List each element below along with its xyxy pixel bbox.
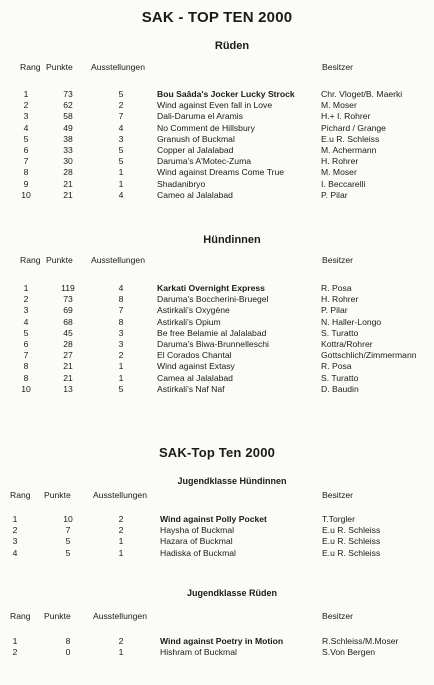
rang-cell: 4 [23,122,29,133]
rang-cell: 2 [12,525,18,536]
punkte-cell: 28 [63,167,73,178]
rang-cell: 2 [23,294,29,305]
dog-name-cell: Dali-Daruma el Aramis [157,111,243,122]
col-rang-header: Rang [20,62,41,72]
ausstellungen-cell: 1 [118,167,124,178]
dog-name-cell: Wind against Even fall in Love [157,100,273,111]
owner-cell: E.u R. Schleiss [322,536,381,547]
dog-name-cell: Daruma's Biwa-Brunnelleschi [157,339,269,349]
ausstellungen-cell: 3 [118,133,124,144]
owner-cell: H. Rohrer [321,156,359,167]
column-header-row [0,62,434,74]
col-besitzer-header: Besitzer [322,490,354,500]
owner-cell: P. Pilar [321,189,348,200]
col-ausstellungen-header: Ausstellungen [91,255,145,265]
table-row [0,373,434,385]
ausstellungen-cell: 4 [118,189,124,200]
table-row [0,111,434,123]
table-row [0,525,434,537]
ausstellungen-cell: 5 [118,145,124,155]
owner-cell: E.u R. Schleiss [321,133,380,144]
dog-name-cell: Be free Belamie al Jalalabad [157,327,267,338]
punkte-cell: 5 [65,536,71,547]
ausstellungen-cell: 8 [118,294,124,305]
owner-cell: M. Moser [321,100,357,111]
table-row [0,339,434,351]
table-row [0,156,434,168]
rang-cell: 6 [23,145,29,155]
owner-cell: I. Beccarelli [321,178,366,189]
col-ausstellungen-header: Ausstellungen [91,62,145,72]
rang-cell: 9 [23,178,29,189]
punkte-cell: 58 [63,111,73,122]
owner-cell: Pichard / Grange [321,122,386,133]
owner-cell: H. Rohrer [321,294,359,305]
owner-cell: Kottra/Rohrer [321,339,373,349]
dog-name-cell: Wind against Polly Pocket [160,514,267,524]
dog-name-cell: El Corados Chantal [157,350,232,361]
rang-cell: 3 [23,111,29,122]
punkte-cell: 62 [63,100,73,111]
punkte-cell: 8 [65,636,71,646]
col-ausstellungen-header: Ausstellungen [93,490,147,500]
dog-name-cell: Wind against Poetry in Motion [160,636,284,646]
punkte-cell: 10 [63,514,73,524]
punkte-cell: 30 [63,156,73,167]
rang-cell: 2 [23,100,29,111]
table-row [0,179,434,191]
owner-cell: D. Baudin [321,383,359,394]
punkte-cell: 21 [63,178,73,189]
ausstellungen-cell: 8 [118,316,124,327]
rang-cell: 8 [23,167,29,178]
rang-cell: 4 [12,547,18,558]
table-row [0,294,434,306]
ausstellungen-cell: 1 [118,361,124,372]
owner-cell: S. Turatto [321,372,359,383]
ausstellungen-cell: 4 [118,283,124,293]
section-heading: Hündinnen [203,234,261,246]
ausstellungen-cell: 7 [118,305,124,316]
ausstellungen-cell: 2 [118,514,124,524]
table-row [0,305,434,317]
table-row [0,647,434,659]
dog-name-cell: Wind against Extasy [157,361,235,372]
table-row [0,283,434,295]
ausstellungen-cell: 2 [118,525,124,536]
rang-cell: 3 [23,305,29,316]
table-row [0,167,434,179]
rang-cell: 7 [23,350,29,361]
ausstellungen-cell: 5 [118,156,124,167]
dog-name-cell: Cameo al Jalalabad [157,189,233,200]
rang-cell: 5 [23,133,29,144]
table-row [0,123,434,135]
punkte-cell: 5 [65,547,71,558]
dog-name-cell: Wind against Dreams Come True [157,167,285,178]
dog-name-cell: Astirkali's Naf Naf [157,383,225,394]
owner-cell: N. Haller-Longo [321,316,382,327]
dog-name-cell: Hadiska of Buckmal [160,547,236,558]
rang-cell: 5 [23,327,29,338]
owner-cell: H.+ I. Rohrer [321,111,371,122]
table-row [0,536,434,548]
section-title: SAK-Top Ten 2000 [158,445,276,460]
dog-name-cell: Hishram of Buckmal [160,647,237,658]
section-heading: Jugendklasse Hündinnen [177,476,287,486]
dog-name-cell: Daruma's A'Motec-Zuma [157,156,252,167]
col-punkte-header: Punkte [46,62,73,72]
rang-cell: 1 [12,514,18,524]
table-row [0,190,434,202]
dog-name-cell: Bou Saâda's Jocker Lucky Strock [157,89,295,99]
column-header-row [0,611,434,623]
table-row [0,134,434,146]
col-rang-header: Rang [10,611,31,621]
col-punkte-header: Punkte [44,611,71,621]
dog-name-cell: Camea al Jalalabad [157,372,233,383]
dog-name-cell: Hazara of Buckmal [160,536,233,547]
col-besitzer-header: Besitzer [322,62,354,72]
col-besitzer-header: Besitzer [322,255,354,265]
punkte-cell: 21 [63,361,73,372]
owner-cell: E.u R. Schleiss [322,547,381,558]
table-row [0,100,434,112]
punkte-cell: 21 [63,189,73,200]
owner-cell: S. Turatto [321,327,359,338]
punkte-cell: 45 [63,327,73,338]
rang-cell: 2 [12,647,18,658]
owner-cell: M. Achermann [321,145,377,155]
punkte-cell: 28 [63,339,73,349]
punkte-cell: 73 [63,294,73,305]
table-row [0,328,434,340]
rang-cell: 10 [21,383,31,394]
table-row [0,350,434,362]
table-row [0,317,434,329]
punkte-cell: 68 [63,316,73,327]
punkte-cell: 21 [63,372,73,383]
column-header-row [0,255,434,267]
ausstellungen-cell: 2 [118,100,124,111]
table-row [0,548,434,560]
ausstellungen-cell: 1 [118,372,124,383]
owner-cell: R.Schleiss/M.Moser [322,636,399,646]
table-row [0,384,434,396]
owner-cell: M. Moser [321,167,357,178]
punkte-cell: 7 [65,525,71,536]
rang-cell: 1 [23,89,29,99]
ausstellungen-cell: 1 [118,547,124,558]
dog-name-cell: Astirkali's Oxygène [157,305,230,316]
owner-cell: E.u R. Schleiss [322,525,381,536]
ausstellungen-cell: 1 [118,178,124,189]
page-title: SAK - TOP TEN 2000 [141,9,293,26]
owner-cell: R. Posa [321,361,352,372]
punkte-cell: 119 [61,283,75,293]
owner-cell: Gottschlich/Zimmermann [321,350,417,361]
punkte-cell: 38 [63,133,73,144]
table-row [0,361,434,373]
owner-cell: S.Von Bergen [322,647,376,658]
ausstellungen-cell: 2 [118,350,124,361]
ausstellungen-cell: 3 [118,327,124,338]
table-row [0,89,434,101]
dog-name-cell: Copper al Jalalabad [157,145,234,155]
col-rang-header: Rang [20,255,41,265]
column-header-row [0,490,434,502]
owner-cell: T.Torgler [322,514,355,524]
punkte-cell: 27 [63,350,73,361]
dog-name-cell: Daruma's Boccherini-Bruegel [157,294,269,305]
table-row [0,514,434,526]
table-row [0,145,434,157]
ausstellungen-cell: 2 [118,636,124,646]
dog-name-cell: Astirkali's Opium [157,316,221,327]
section-heading: Jugendklasse Rüden [186,588,278,598]
ausstellungen-cell: 3 [118,339,124,349]
punkte-cell: 73 [63,89,73,99]
rang-cell: 8 [23,361,29,372]
col-ausstellungen-header: Ausstellungen [93,611,147,621]
ausstellungen-cell: 1 [118,647,124,658]
ausstellungen-cell: 5 [118,383,124,394]
ausstellungen-cell: 4 [118,122,124,133]
col-besitzer-header: Besitzer [322,611,354,621]
table-row [0,636,434,648]
col-rang-header: Rang [10,490,31,500]
ausstellungen-cell: 7 [118,111,124,122]
punkte-cell: 69 [63,305,73,316]
dog-name-cell: Granush of Buckmal [157,133,235,144]
dog-name-cell: Karkati Overnight Express [157,283,265,293]
rang-cell: 4 [23,316,29,327]
ausstellungen-cell: 5 [118,89,124,99]
rang-cell: 8 [23,372,29,383]
col-punkte-header: Punkte [46,255,73,265]
owner-cell: P. Pilar [321,305,348,316]
dog-name-cell: Shadanibryo [157,178,206,189]
owner-cell: R. Posa [321,283,352,293]
rang-cell: 3 [12,536,18,547]
punkte-cell: 13 [63,383,73,394]
punkte-cell: 33 [63,145,73,155]
rang-cell: 7 [23,156,29,167]
owner-cell: Chr. Vloget/B. Maerki [321,89,403,99]
dog-name-cell: Haysha of Buckmal [160,525,235,536]
punkte-cell: 49 [63,122,73,133]
dog-name-cell: No Comment de Hillsbury [157,122,255,133]
punkte-cell: 0 [65,647,71,658]
ausstellungen-cell: 1 [118,536,124,547]
rang-cell: 1 [23,283,29,293]
section-heading: Rüden [214,40,250,52]
rang-cell: 10 [21,189,31,200]
col-punkte-header: Punkte [44,490,71,500]
rang-cell: 1 [12,636,18,646]
rang-cell: 6 [23,339,29,349]
